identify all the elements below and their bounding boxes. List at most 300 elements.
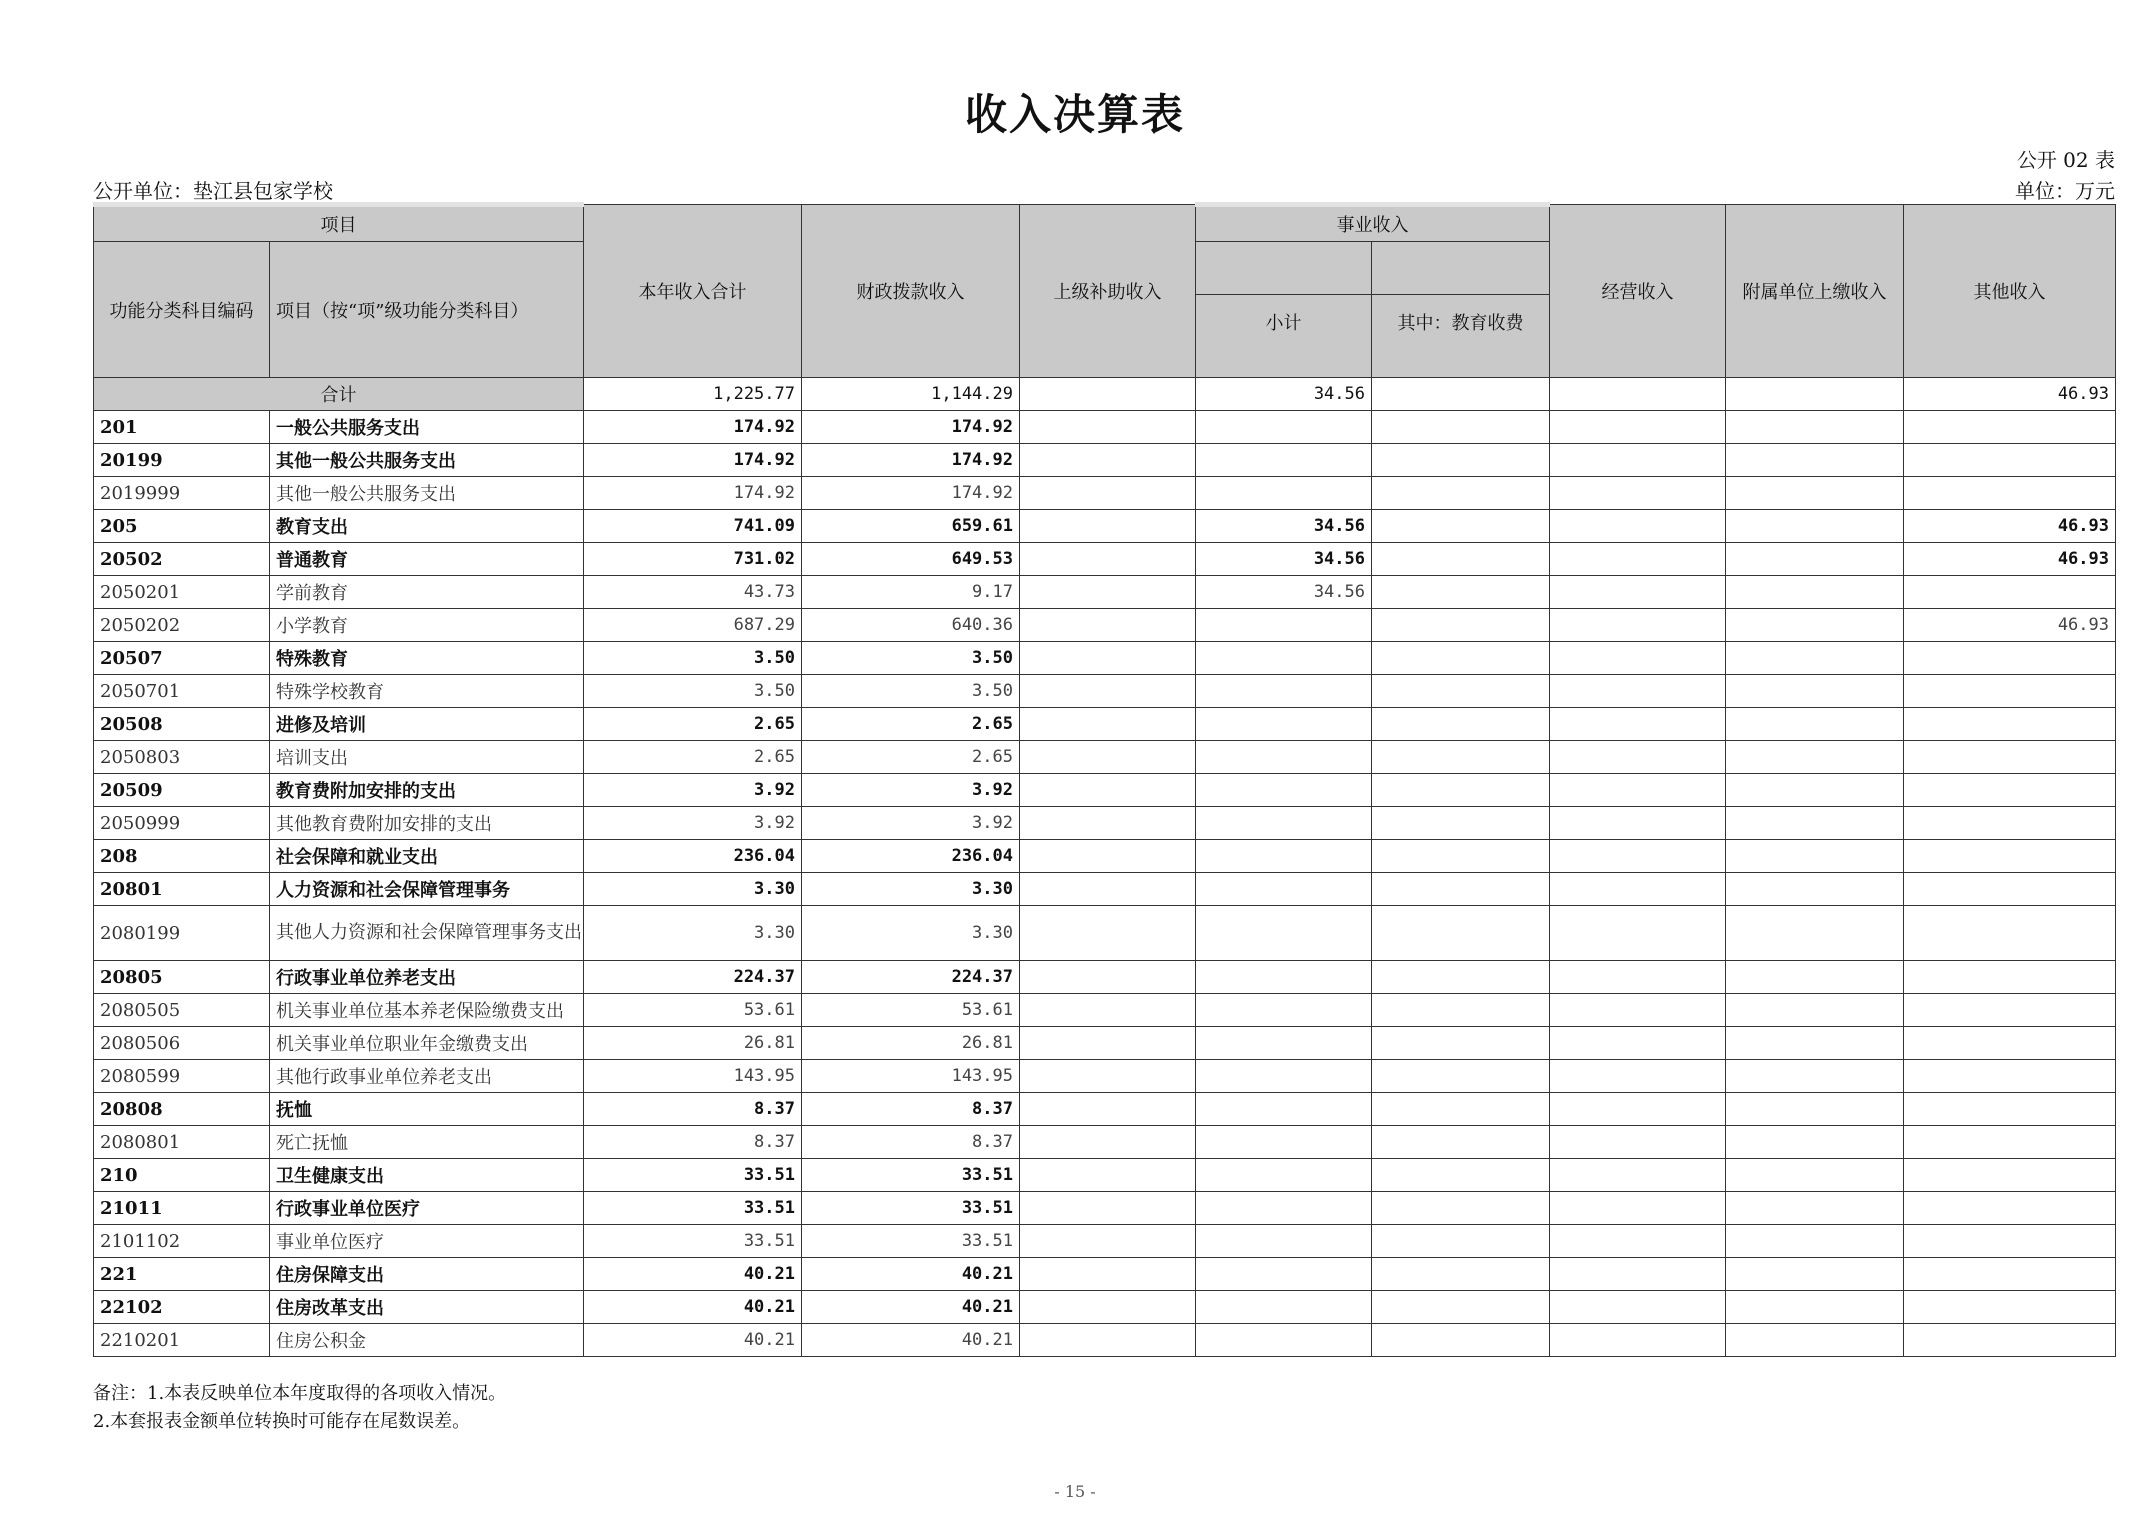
operating-cell [1550,1225,1726,1258]
other-cell [1904,1060,2116,1093]
table-row [94,807,2116,840]
business-edu-cell [1372,543,1550,576]
other-cell [1904,576,2116,609]
total-cell: 3.92 [584,807,802,840]
total-cell: 53.61 [584,994,802,1027]
operating-cell [1550,444,1726,477]
business-subtotal-cell [1196,1291,1372,1324]
business-subtotal-cell [1196,774,1372,807]
total-label: 合计 [94,378,584,411]
total-cell: 174.92 [584,444,802,477]
affiliate-cell [1726,411,1904,444]
fiscal-cell: 33.51 [802,1192,1020,1225]
total-cell-fiscal: 1,144.29 [802,378,1020,411]
affiliate-cell [1726,1258,1904,1291]
other-cell: 46.93 [1904,609,2116,642]
operating-cell [1550,873,1726,906]
fiscal-cell: 640.36 [802,609,1020,642]
income-table [93,202,2116,1357]
affiliate-cell [1726,477,1904,510]
fiscal-cell: 40.21 [802,1324,1020,1357]
fiscal-cell: 2.65 [802,741,1020,774]
table-row [94,840,2116,873]
table-row [94,477,2116,510]
business-subtotal-cell [1196,609,1372,642]
affiliate-cell [1726,1324,1904,1357]
other-cell [1904,961,2116,994]
fiscal-cell: 659.61 [802,510,1020,543]
other-cell [1904,411,2116,444]
header-other: 其他收入 [1904,205,2116,378]
total-cell: 3.50 [584,675,802,708]
business-subtotal-cell [1196,1027,1372,1060]
business-edu-cell [1372,994,1550,1027]
affiliate-cell [1726,1291,1904,1324]
business-subtotal-cell [1196,642,1372,675]
name-cell: 其他一般公共服务支出 [270,477,584,510]
name-cell: 教育支出 [270,510,584,543]
total-cell: 40.21 [584,1258,802,1291]
superior-cell [1020,1060,1196,1093]
code-cell: 210 [94,1159,270,1192]
affiliate-cell [1726,994,1904,1027]
fiscal-cell: 174.92 [802,477,1020,510]
business-edu-cell [1372,444,1550,477]
superior-cell [1020,906,1196,961]
name-cell: 其他一般公共服务支出 [270,444,584,477]
superior-cell [1020,642,1196,675]
business-subtotal-cell [1196,1192,1372,1225]
affiliate-cell [1726,840,1904,873]
code-cell: 20507 [94,642,270,675]
total-cell: 8.37 [584,1126,802,1159]
page-number: - 15 - [1054,1482,1096,1501]
total-cell: 224.37 [584,961,802,994]
operating-cell [1550,1093,1726,1126]
name-cell: 普通教育 [270,543,584,576]
business-edu-cell [1372,1192,1550,1225]
table-row [94,1225,2116,1258]
code-cell: 20805 [94,961,270,994]
table-row [94,1324,2116,1357]
name-cell: 机关事业单位职业年金缴费支出 [270,1027,584,1060]
name-cell: 人力资源和社会保障管理事务 [270,873,584,906]
table-body [94,378,2116,1357]
affiliate-cell [1726,873,1904,906]
operating-cell [1550,708,1726,741]
name-cell: 事业单位医疗 [270,1225,584,1258]
fiscal-cell: 40.21 [802,1258,1020,1291]
total-cell: 40.21 [584,1324,802,1357]
fiscal-cell: 3.30 [802,906,1020,961]
fiscal-cell: 8.37 [802,1093,1020,1126]
business-subtotal-cell [1196,444,1372,477]
business-edu-cell [1372,840,1550,873]
total-cell: 26.81 [584,1027,802,1060]
other-cell [1904,1192,2116,1225]
header-business-blank-2 [1372,242,1550,295]
code-cell: 205 [94,510,270,543]
operating-cell [1550,675,1726,708]
other-cell [1904,1027,2116,1060]
code-cell: 2050701 [94,675,270,708]
business-subtotal-cell: 34.56 [1196,543,1372,576]
operating-cell [1550,840,1726,873]
business-edu-cell [1372,1225,1550,1258]
code-cell: 2050201 [94,576,270,609]
table-row [94,510,2116,543]
table-row [94,543,2116,576]
other-cell [1904,1093,2116,1126]
code-cell: 2019999 [94,477,270,510]
business-subtotal-cell [1196,1093,1372,1126]
operating-cell [1550,1258,1726,1291]
superior-cell [1020,741,1196,774]
code-cell: 221 [94,1258,270,1291]
affiliate-cell [1726,774,1904,807]
currency-unit: 单位：万元 [2015,179,2115,203]
operating-cell [1550,477,1726,510]
operating-cell [1550,1027,1726,1060]
code-cell: 21011 [94,1192,270,1225]
name-cell: 机关事业单位基本养老保险缴费支出 [270,994,584,1027]
affiliate-cell [1726,1027,1904,1060]
name-cell: 其他行政事业单位养老支出 [270,1060,584,1093]
business-subtotal-cell [1196,1060,1372,1093]
total-cell: 33.51 [584,1225,802,1258]
operating-cell [1550,543,1726,576]
total-cell: 3.30 [584,906,802,961]
superior-cell [1020,1324,1196,1357]
name-cell: 住房公积金 [270,1324,584,1357]
operating-cell [1550,774,1726,807]
total-cell: 3.92 [584,774,802,807]
affiliate-cell [1726,510,1904,543]
table-row [94,1093,2116,1126]
table-row [94,576,2116,609]
name-cell: 进修及培训 [270,708,584,741]
business-subtotal-cell [1196,1258,1372,1291]
business-edu-cell [1372,510,1550,543]
code-cell: 20508 [94,708,270,741]
other-cell: 46.93 [1904,543,2116,576]
total-row [94,378,2116,411]
superior-cell [1020,774,1196,807]
fiscal-cell: 3.30 [802,873,1020,906]
table-row [94,1159,2116,1192]
fiscal-cell: 3.50 [802,675,1020,708]
business-edu-cell [1372,1027,1550,1060]
business-edu-cell [1372,961,1550,994]
business-subtotal-cell [1196,807,1372,840]
operating-cell [1550,994,1726,1027]
superior-cell [1020,543,1196,576]
superior-cell [1020,477,1196,510]
business-subtotal-cell [1196,1159,1372,1192]
operating-cell [1550,906,1726,961]
total-cell: 8.37 [584,1093,802,1126]
other-cell [1904,807,2116,840]
other-cell [1904,1126,2116,1159]
total-cell: 236.04 [584,840,802,873]
table-row [94,994,2116,1027]
header-operating: 经营收入 [1550,205,1726,378]
business-edu-cell [1372,576,1550,609]
affiliate-cell [1726,576,1904,609]
header-total: 本年收入合计 [584,205,802,378]
operating-cell [1550,1192,1726,1225]
code-cell: 22102 [94,1291,270,1324]
business-edu-cell [1372,1258,1550,1291]
total-cell: 174.92 [584,477,802,510]
superior-cell [1020,1192,1196,1225]
affiliate-cell [1726,741,1904,774]
affiliate-cell [1726,708,1904,741]
footnote-1: 备注：1.本表反映单位本年度取得的各项收入情况。 [93,1383,507,1404]
name-cell: 学前教育 [270,576,584,609]
code-cell: 20502 [94,543,270,576]
table-row [94,741,2116,774]
table-row [94,774,2116,807]
total-cell: 687.29 [584,609,802,642]
fiscal-cell: 9.17 [802,576,1020,609]
business-subtotal-cell [1196,708,1372,741]
header-name: 项目（按“项”级功能分类科目） [270,242,584,378]
table-header [94,205,2116,378]
operating-cell [1550,1291,1726,1324]
total-cell: 731.02 [584,543,802,576]
code-cell: 2080599 [94,1060,270,1093]
business-subtotal-cell [1196,741,1372,774]
total-cell-business-sub: 34.56 [1196,378,1372,411]
other-cell [1904,906,2116,961]
name-cell: 行政事业单位养老支出 [270,961,584,994]
superior-cell [1020,609,1196,642]
other-cell [1904,774,2116,807]
table-row [94,961,2116,994]
code-cell: 2080506 [94,1027,270,1060]
operating-cell [1550,1159,1726,1192]
superior-cell [1020,1126,1196,1159]
header-business-subtotal: 小计 [1196,295,1372,378]
business-edu-cell [1372,906,1550,961]
other-cell [1904,1225,2116,1258]
operating-cell [1550,807,1726,840]
superior-cell [1020,1093,1196,1126]
fiscal-cell: 26.81 [802,1027,1020,1060]
total-cell: 741.09 [584,510,802,543]
other-cell: 46.93 [1904,510,2116,543]
other-cell [1904,873,2116,906]
code-cell: 2080199 [94,906,270,961]
code-cell: 20509 [94,774,270,807]
total-cell-business-edu [1372,378,1550,411]
table-row [94,906,2116,961]
name-cell: 培训支出 [270,741,584,774]
name-cell: 教育费附加安排的支出 [270,774,584,807]
other-cell [1904,1258,2116,1291]
other-cell [1904,708,2116,741]
superior-cell [1020,1291,1196,1324]
superior-cell [1020,807,1196,840]
name-cell: 其他教育费附加安排的支出 [270,807,584,840]
table-row [94,1027,2116,1060]
business-edu-cell [1372,1093,1550,1126]
header-affiliate: 附属单位上缴收入 [1726,205,1904,378]
table-row [94,1258,2116,1291]
fiscal-cell: 3.50 [802,642,1020,675]
superior-cell [1020,1159,1196,1192]
business-edu-cell [1372,741,1550,774]
business-subtotal-cell [1196,675,1372,708]
header-business-edu-fee: 其中：教育收费 [1372,295,1550,378]
fiscal-cell: 2.65 [802,708,1020,741]
table-row [94,1126,2116,1159]
table-row [94,873,2116,906]
total-cell: 33.51 [584,1192,802,1225]
other-cell [1904,741,2116,774]
total-cell-total: 1,225.77 [584,378,802,411]
table-row [94,642,2116,675]
code-cell: 20808 [94,1093,270,1126]
table-row [94,675,2116,708]
business-subtotal-cell [1196,906,1372,961]
fiscal-cell: 236.04 [802,840,1020,873]
footnote-2: 2.本套报表金额单位转换时可能存在尾数误差。 [93,1411,471,1432]
code-cell: 2101102 [94,1225,270,1258]
total-cell-other: 46.93 [1904,378,2116,411]
affiliate-cell [1726,1126,1904,1159]
business-edu-cell [1372,1126,1550,1159]
name-cell: 特殊学校教育 [270,675,584,708]
other-cell [1904,642,2116,675]
affiliate-cell [1726,1225,1904,1258]
superior-cell [1020,708,1196,741]
other-cell [1904,840,2116,873]
affiliate-cell [1726,1093,1904,1126]
business-edu-cell [1372,807,1550,840]
business-subtotal-cell [1196,477,1372,510]
header-superior: 上级补助收入 [1020,205,1196,378]
header-fiscal: 财政拨款收入 [802,205,1020,378]
other-cell [1904,675,2116,708]
table-row [94,1060,2116,1093]
superior-cell [1020,994,1196,1027]
fiscal-cell: 649.53 [802,543,1020,576]
table-row [94,708,2116,741]
other-cell [1904,444,2116,477]
header-item: 项目 [94,205,584,242]
affiliate-cell [1726,444,1904,477]
superior-cell [1020,961,1196,994]
affiliate-cell [1726,675,1904,708]
total-cell-operating [1550,378,1726,411]
business-edu-cell [1372,411,1550,444]
business-subtotal-cell [1196,411,1372,444]
operating-cell [1550,1126,1726,1159]
other-cell [1904,1159,2116,1192]
business-subtotal-cell [1196,840,1372,873]
affiliate-cell [1726,1060,1904,1093]
fiscal-cell: 8.37 [802,1126,1020,1159]
business-edu-cell [1372,1159,1550,1192]
superior-cell [1020,1258,1196,1291]
business-subtotal-cell [1196,994,1372,1027]
name-cell: 住房保障支出 [270,1258,584,1291]
name-cell: 死亡抚恤 [270,1126,584,1159]
name-cell: 小学教育 [270,609,584,642]
code-cell: 2050999 [94,807,270,840]
code-cell: 20199 [94,444,270,477]
total-cell: 2.65 [584,741,802,774]
total-cell: 2.65 [584,708,802,741]
business-subtotal-cell [1196,873,1372,906]
operating-cell [1550,1324,1726,1357]
affiliate-cell [1726,642,1904,675]
superior-cell [1020,411,1196,444]
total-cell: 3.30 [584,873,802,906]
code-cell: 2210201 [94,1324,270,1357]
form-number: 公开 02 表 [2016,148,2115,172]
table-row [94,609,2116,642]
operating-cell [1550,609,1726,642]
affiliate-cell [1726,961,1904,994]
operating-cell [1550,741,1726,774]
business-edu-cell [1372,1060,1550,1093]
operating-cell [1550,576,1726,609]
total-cell-superior [1020,378,1196,411]
affiliate-cell [1726,1192,1904,1225]
superior-cell [1020,873,1196,906]
superior-cell [1020,1027,1196,1060]
business-subtotal-cell: 34.56 [1196,576,1372,609]
code-cell: 2080505 [94,994,270,1027]
fiscal-cell: 33.51 [802,1159,1020,1192]
business-subtotal-cell [1196,1225,1372,1258]
header-code: 功能分类科目编码 [94,242,270,378]
total-cell-affiliate [1726,378,1904,411]
operating-cell [1550,1060,1726,1093]
name-cell: 特殊教育 [270,642,584,675]
total-cell: 3.50 [584,642,802,675]
fiscal-cell: 33.51 [802,1225,1020,1258]
name-cell: 抚恤 [270,1093,584,1126]
code-cell: 2050202 [94,609,270,642]
other-cell [1904,994,2116,1027]
fiscal-cell: 143.95 [802,1060,1020,1093]
fiscal-cell: 3.92 [802,807,1020,840]
other-cell [1904,1291,2116,1324]
code-cell: 201 [94,411,270,444]
code-cell: 20801 [94,873,270,906]
name-cell: 社会保障和就业支出 [270,840,584,873]
affiliate-cell [1726,906,1904,961]
total-cell: 174.92 [584,411,802,444]
business-subtotal-cell [1196,1324,1372,1357]
operating-cell [1550,961,1726,994]
table-row [94,1291,2116,1324]
header-business: 事业收入 [1196,205,1550,242]
superior-cell [1020,840,1196,873]
business-subtotal-cell [1196,961,1372,994]
fiscal-cell: 224.37 [802,961,1020,994]
affiliate-cell [1726,609,1904,642]
superior-cell [1020,444,1196,477]
business-edu-cell [1372,1324,1550,1357]
affiliate-cell [1726,543,1904,576]
total-cell: 143.95 [584,1060,802,1093]
total-cell: 33.51 [584,1159,802,1192]
